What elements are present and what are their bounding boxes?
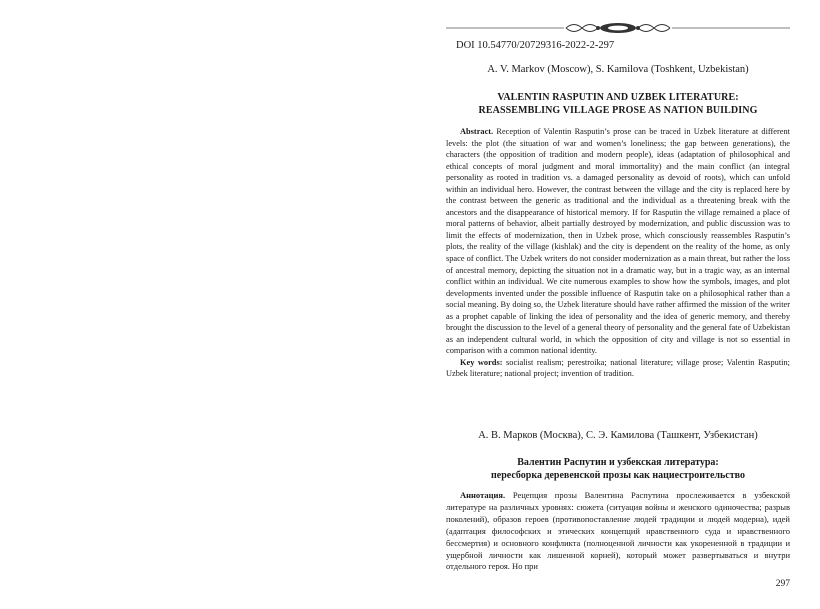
authors-english: A. V. Markov (Moscow), S. Kamilova (Toshkent, Uzbekistan) [487,64,749,75]
abstract-russian [446,490,790,573]
title-ru-line-2: пересборка деревенской прозы как нациестроительство [491,470,745,481]
abstract-text: Reception of Valentin Rasputin’s prose can be traced in Uzbek literature at different levels: the plot (the situation of war and women’s loneliness; the gap between generations), the characters (the opposition of tradition and modern people), ideas (adaptation of philosophical and ethical concepts of moral judgment and moral immortality) and the main conflict (an integral personality as rooted in tradition vs. a damaged personality as devoid of roots), which can unfold within an individual hero. However, the contrast between the village and the city is replaced here by the contrast between the generic as traditional and the individual as a threatening break with the ancestors and the disappearance of historical memory. If for Rasputin the village remained a place of moral patterns of behavior, albeit partially destroyed by modernization, and public discussion was to limit the effects of modernization, then in Uzbek prose, which consciously reassembles Rasputin’s plots, the reality of the village (kishlak) and the city is dependent on the reality of the home, as only space of conflict. The Uzbek writers do not consider modernization as a main threat, but rather the loss of ancestral memory, depicting the situation not in a dramatic way, but in a tragic way, as an internal conflict within an individual. We cite numerous examples to show how the symbols, images, and plot developments invented under the possible influence of Rasputin take on a philosophical rather than a social meaning. By doing so, the Uzbek literature should have rather affirmed the mission of the writer as a prophet capable of linking the idea of personality and the idea of generic memory, and thereby brought the discussion to the level of a general theory of personality and the general fate of Uzbekistan as an independent cultural world, in which the opposition of city and village is not so essential in comparison with a common national identity. [446,127,790,356]
title-line-2: REASSEMBLING VILLAGE PROSE AS NATION BUILDING [478,105,758,116]
journal-page [446,0,790,609]
abstract-english [446,126,790,380]
keywords-text: socialist realism; perestroika; national literature; village prose; Valentin Rasputin; Uzbek literature; national project; invention of tradition. [446,357,790,379]
authors-russian: А. В. Марков (Москва), С. Э. Камилова (Ташкент, Узбекистан) [478,430,758,441]
page-number: 297 [775,579,790,589]
abstract-ru-paragraph [446,490,790,573]
abstract-label: Abstract. [460,127,494,136]
keywords-paragraph [446,357,790,380]
abstract-ru-label: Аннотация. [460,490,506,500]
header-ornament [446,20,790,36]
article-title-russian [446,456,790,482]
doi-line: DOI 10.54770/20729316-2022-2-297 [456,40,615,51]
article-title-english [446,91,790,117]
title-line-1: VALENTIN RASPUTIN AND UZBEK LITERATURE: [497,92,739,103]
abstract-paragraph [446,126,790,357]
title-ru-line-1: Валентин Распутин и узбекская литература: [517,457,719,468]
abstract-ru-text: Рецепция прозы Валентина Распутина прослеживается в узбекской литературе на различных уровнях: сюжета (ситуация войны и женского одиночества; разрыв поколений), образов героев (противопоставление людей традиции и людей модерна), идей (адаптация философских и этических концепций нравственного суда и нравственного бессмертия) и основного конфликта (полноценной личности как укорененной в традиции и ущербной личности как лишенной корней), который может развертываться и внутри отдельного героя. Но при [446,490,790,572]
keywords-label: Key words: [460,357,503,367]
